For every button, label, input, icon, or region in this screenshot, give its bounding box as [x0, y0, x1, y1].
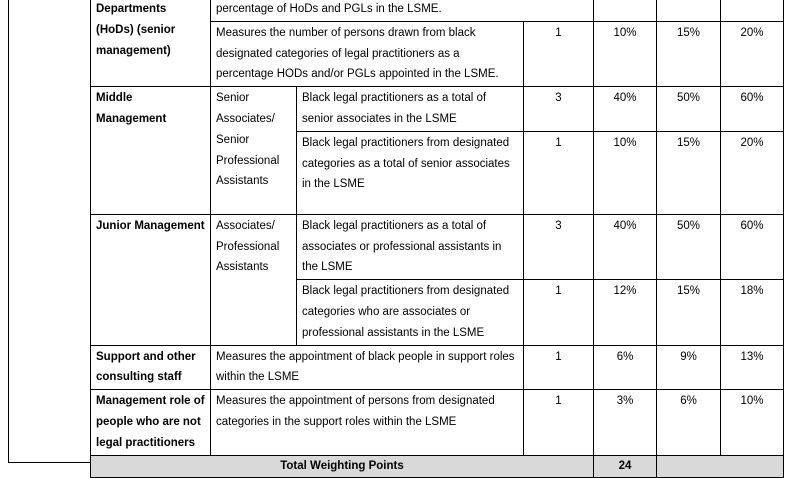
table-row [91, 390, 784, 455]
points-cell: 1 [524, 390, 594, 455]
points-cell: 1 [524, 21, 594, 86]
group-cell: Support and other consulting staff [91, 345, 211, 390]
target-cell: 40% [594, 214, 657, 279]
target-cell: 50% [657, 87, 721, 132]
target-cell: 15% [657, 131, 721, 214]
total-value: 24 [594, 455, 657, 477]
target-cell: 12% [594, 280, 657, 345]
empty-cell [657, 0, 721, 21]
table-row [91, 87, 784, 132]
group-cell: Departments (HoDs) (senior management) [91, 0, 211, 87]
points-cell: 1 [524, 280, 594, 345]
total-empty-cell [657, 455, 784, 477]
total-row [91, 455, 784, 477]
table-row [91, 345, 784, 390]
criterion-cell: Black legal practitioners as a total of associates or professional assistants in the LSME [297, 214, 524, 279]
points-cell: 1 [524, 131, 594, 214]
partial-criterion-cell: percentage of HoDs and PGLs in the LSME. [211, 0, 594, 21]
group-cell: Junior Management [91, 214, 211, 345]
criterion-cell: Measures the number of persons drawn from black designated categories of legal practitioners as a percentage HODs and/or PGLs appointed in the LSME. [211, 21, 524, 86]
criterion-cell: Black legal practitioners from designated categories who are associates or professional assistants in the LSME [297, 280, 524, 345]
target-cell: 3% [594, 390, 657, 455]
total-label: Total Weighting Points [91, 455, 594, 477]
target-cell: 60% [721, 214, 784, 279]
outer-table-left-border [8, 0, 9, 463]
criterion-cell: Measures the appointment of persons from designated categories in the support roles within the LSME [211, 390, 524, 455]
target-cell: 40% [594, 87, 657, 132]
points-cell: 3 [524, 87, 594, 132]
empty-cell [594, 0, 657, 21]
target-cell: 18% [721, 280, 784, 345]
criterion-cell: Black legal practitioners as a total of senior associates in the LSME [297, 87, 524, 132]
target-cell: 20% [721, 131, 784, 214]
sub-group-cell: Senior Associates/ Senior Professional Assistants [211, 87, 297, 215]
group-cell: Management role of people who are not legal practitioners [91, 390, 211, 455]
criterion-cell: Measures the appointment of black people in support roles within the LSME [211, 345, 524, 390]
group-cell: Middle Management [91, 87, 211, 215]
target-cell: 6% [594, 345, 657, 390]
target-cell: 10% [594, 21, 657, 86]
weighting-table-grid [90, 0, 784, 478]
target-cell: 15% [657, 280, 721, 345]
target-cell: 9% [657, 345, 721, 390]
criterion-cell: Black legal practitioners from designated categories as a total of senior associates in the LSME [297, 131, 524, 214]
points-cell: 3 [524, 214, 594, 279]
target-cell: 10% [594, 131, 657, 214]
target-cell: 13% [721, 345, 784, 390]
sub-group-cell: Associates/ Professional Assistants [211, 214, 297, 345]
points-cell: 1 [524, 345, 594, 390]
empty-cell [721, 0, 784, 21]
target-cell: 15% [657, 21, 721, 86]
target-cell: 10% [721, 390, 784, 455]
target-cell: 60% [721, 87, 784, 132]
target-cell: 20% [721, 21, 784, 86]
target-cell: 50% [657, 214, 721, 279]
table-row [91, 0, 784, 21]
table-row [91, 214, 784, 279]
target-cell: 6% [657, 390, 721, 455]
